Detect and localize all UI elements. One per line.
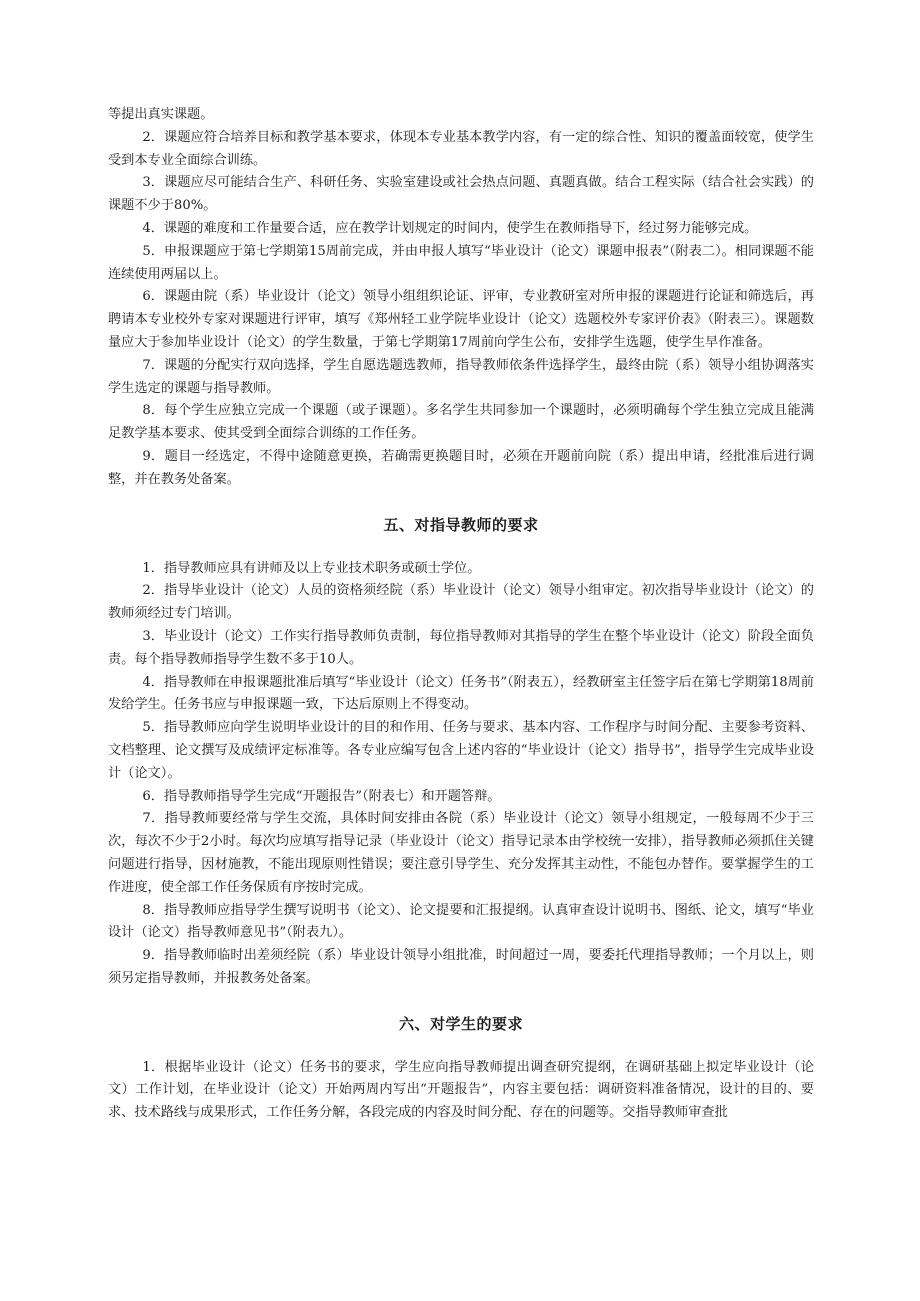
- paragraph: 8．指导教师应指导学生撰写说明书（论文）、论文提要和汇报提纲。认真审查设计说明书、图纸、论文，填写“毕业设计（论文）指导教师意见书”（附表九）。: [108, 902, 814, 941]
- paragraph: 等提出真实课题。: [108, 107, 214, 122]
- paragraph: 6．课题由院（系）毕业设计（论文）领导小组组织论证、评审，专业教研室对所申报的课题进行论证和筛选后，再聘请本专业校外专家对课题进行评审，填写《郑州轻工业学院毕业设计（论文）选题校外专家评价表》（附表三）。课题数量应大于参加毕业设计（论文）的学生数量，于第七学期第17周前向学生公布，安排学生选题，使学生早作准备。: [108, 289, 814, 350]
- paragraph: 2．课题应符合培养目标和教学基本要求，体现本专业基本教学内容，有一定的综合性、知识的覆盖面较宽，使学生受到本专业全面综合训练。: [108, 129, 814, 168]
- paragraph: 5．申报课题应于第七学期第15周前完成，并由申报人填写“毕业设计（论文）课题申报表”（附表二）。相同课题不能连续使用两届以上。: [108, 243, 814, 282]
- section-heading-six: 六、对学生的要求: [398, 1014, 523, 1033]
- paragraph: 1．根据毕业设计（论文）任务书的要求，学生应向指导教师提出调查研究提纲，在调研基础上拟定毕业设计（论文）工作计划，在毕业设计（论文）开始两周内写出“开题报告”，内容主要包括：调研资料准备情况，设计的目的、要求、技术路线与成果形式，工作任务分解，各段完成的内容及时间分配、存在的问题等。交指导教师审查批: [108, 1059, 814, 1121]
- paragraph: 9．题目一经选定，不得中途随意更换，若确需更换题目时，必须在开题前向院（系）提出申请，经批准后进行调整，并在教务处备案。: [108, 448, 814, 487]
- paragraph: 4．指导教师在申报课题批准后填写“毕业设计（论文）任务书”（附表五），经教研室主任签字后在第七学期第18周前发给学生。任务书应与申报课题一致，下达后原则上不得变动。: [108, 674, 814, 713]
- paragraph: 7．指导教师要经常与学生交流，具体时间安排由各院（系）毕业设计（论文）领导小组规定，一般每周不少于三次，每次不少于2小时。每次均应填写指导记录（毕业设计（论文）指导记录本由学校统一安排），指导教师必须抓住关键问题进行指导，因材施教，不能出现原则性错误；要注意引导学生、充分发挥其主动性，不能包办替作。要掌握学生的工作进度，使全部工作任务保质有序按时完成。: [108, 811, 814, 895]
- paragraph: 8．每个学生应独立完成一个课题（或子课题）。多名学生共同参加一个课题时，必须明确每个学生独立完成且能满足教学基本要求、使其受到全面综合训练的工作任务。: [108, 403, 814, 442]
- paragraph: 6．指导教师指导学生完成“开题报告”（附表七）和开题答辩。: [142, 788, 501, 804]
- paragraph: 2．指导毕业设计（论文）人员的资格须经院（系）毕业设计（论文）领导小组审定。初次指导毕业设计（论文）的教师须经过专门培训。: [108, 583, 814, 622]
- paragraph: 3．课题应尽可能结合生产、科研任务、实验室建设或社会热点问题、真题真做。结合工程实际（结合社会实践）的课题不少于80%。: [108, 175, 814, 214]
- paragraph: 5．指导教师应向学生说明毕业设计的目的和作用、任务与要求、基本内容、工作程序与时间分配、主要参考资料、文档整理、论文撰写及成绩评定标准等。各专业应编写包含上述内容的“毕业设计（论文）指导书”，指导学生完成毕业设计（论文）。: [108, 720, 814, 781]
- paragraph: 9．指导教师临时出差须经院（系）毕业设计领导小组批准，时间超过一周，要委托代理指导教师；一个月以上，则须另定指导教师，并报教务处备案。: [108, 948, 814, 986]
- paragraph: 7．课题的分配实行双向选择，学生自愿选题选教师，指导教师依条件选择学生，最终由院（系）领导小组协调落实学生选定的课题与指导教师。: [108, 357, 814, 396]
- paragraph: 4．课题的难度和工作量要合适，应在教学计划规定的时间内，使学生在教师指导下，经过努力能够完成。: [142, 220, 758, 236]
- paragraph: 1．指导教师应具有讲师及以上专业技术职务或硕士学位。: [142, 560, 481, 576]
- paragraph: 3．毕业设计（论文）工作实行指导教师负责制，每位指导教师对其指导的学生在整个毕业设计（论文）阶段全面负责。每个指导教师指导学生数不多于10人。: [108, 628, 814, 667]
- section-heading-five: 五、对指导教师的要求: [383, 515, 539, 534]
- document-body: [108, 104, 814, 1125]
